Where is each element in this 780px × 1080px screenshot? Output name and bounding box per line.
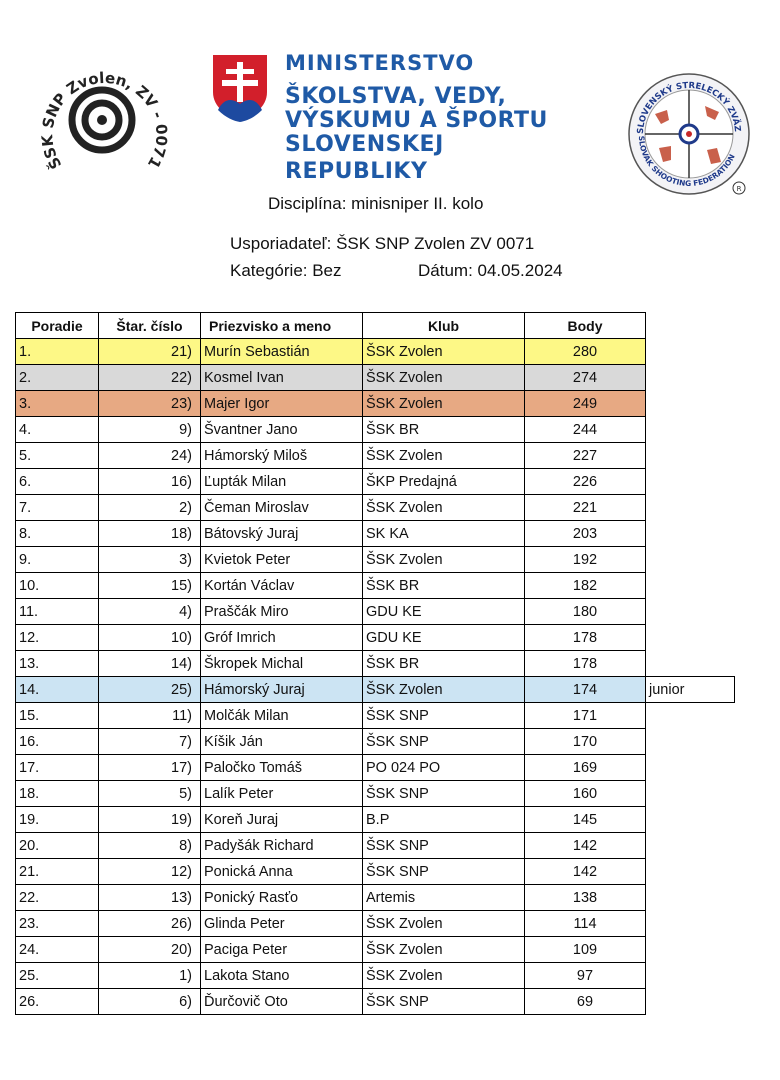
cell-note <box>646 547 735 573</box>
cell-points: 169 <box>525 755 646 781</box>
cell-start-number: 3) <box>99 547 201 573</box>
cell-rank: 20. <box>16 833 99 859</box>
cell-start-number: 14) <box>99 651 201 677</box>
table-row <box>16 391 735 417</box>
slovak-coat-of-arms-icon <box>210 52 270 124</box>
table-row <box>16 859 735 885</box>
column-header-club: Klub <box>363 313 525 339</box>
cell-points: 180 <box>525 599 646 625</box>
cell-points: 114 <box>525 911 646 937</box>
cell-club: ŠSK Zvolen <box>363 443 525 469</box>
cell-club: GDU KE <box>363 599 525 625</box>
cell-club: ŠSK SNP <box>363 989 525 1015</box>
svg-text:SLOVAK SHOOTING FEDERATION: SLOVAK SHOOTING FEDERATION <box>636 135 737 189</box>
table-row <box>16 677 735 703</box>
cell-name: Gróf Imrich <box>201 625 363 651</box>
cell-start-number: 17) <box>99 755 201 781</box>
cell-name: Kíšik Ján <box>201 729 363 755</box>
cell-name: Koreň Juraj <box>201 807 363 833</box>
table-row <box>16 573 735 599</box>
ministry-logo <box>210 50 590 184</box>
cell-rank: 21. <box>16 859 99 885</box>
cell-note <box>646 339 735 365</box>
cell-points: 138 <box>525 885 646 911</box>
cell-points: 109 <box>525 937 646 963</box>
cell-club: ŠSK BR <box>363 573 525 599</box>
cell-club: ŠSK Zvolen <box>363 547 525 573</box>
cell-club: ŠSK Zvolen <box>363 391 525 417</box>
cell-name: Ľupták Milan <box>201 469 363 495</box>
cell-name: Kosmel Ivan <box>201 365 363 391</box>
table-row <box>16 443 735 469</box>
cell-name: Ďurčovič Oto <box>201 989 363 1015</box>
cell-rank: 19. <box>16 807 99 833</box>
cell-start-number: 6) <box>99 989 201 1015</box>
table-row <box>16 469 735 495</box>
table-row <box>16 547 735 573</box>
cell-name: Majer Igor <box>201 391 363 417</box>
table-header-row <box>16 313 735 339</box>
cell-start-number: 22) <box>99 365 201 391</box>
cell-club: ŠSK SNP <box>363 703 525 729</box>
cell-name: Ponický Rasťo <box>201 885 363 911</box>
cell-rank: 9. <box>16 547 99 573</box>
cell-start-number: 23) <box>99 391 201 417</box>
cell-club: ŠSK Zvolen <box>363 495 525 521</box>
cell-start-number: 26) <box>99 911 201 937</box>
cell-note <box>646 599 735 625</box>
cell-name: Ponická Anna <box>201 859 363 885</box>
cell-club: ŠSK Zvolen <box>363 365 525 391</box>
cell-club: SK KA <box>363 521 525 547</box>
category-text: Kategórie: Bez <box>230 261 342 280</box>
cell-name: Hámorský Juraj <box>201 677 363 703</box>
table-row <box>16 625 735 651</box>
cell-points: 203 <box>525 521 646 547</box>
cell-note <box>646 573 735 599</box>
table-row <box>16 495 735 521</box>
cell-note <box>646 937 735 963</box>
ministry-line-3: VÝSKUMU A ŠPORTU <box>285 108 548 133</box>
cell-club: ŠSK Zvolen <box>363 677 525 703</box>
cell-club: ŠSK SNP <box>363 729 525 755</box>
ministry-line-1: MINISTERSTVO <box>285 51 475 75</box>
cell-name: Paločko Tomáš <box>201 755 363 781</box>
cell-note <box>646 833 735 859</box>
cell-start-number: 20) <box>99 937 201 963</box>
cell-rank: 3. <box>16 391 99 417</box>
cell-start-number: 8) <box>99 833 201 859</box>
cell-club: ŠSK Zvolen <box>363 911 525 937</box>
cell-points: 171 <box>525 703 646 729</box>
cell-rank: 16. <box>16 729 99 755</box>
cell-rank: 1. <box>16 339 99 365</box>
cell-start-number: 19) <box>99 807 201 833</box>
table-row <box>16 937 735 963</box>
table-row <box>16 989 735 1015</box>
svg-text:R: R <box>736 185 742 193</box>
table-row <box>16 963 735 989</box>
cell-points: 170 <box>525 729 646 755</box>
cell-name: Bátovský Juraj <box>201 521 363 547</box>
cell-points: 145 <box>525 807 646 833</box>
cell-club: PO 024 PO <box>363 755 525 781</box>
cell-start-number: 15) <box>99 573 201 599</box>
cell-start-number: 2) <box>99 495 201 521</box>
table-row <box>16 417 735 443</box>
table-row <box>16 781 735 807</box>
cell-note <box>646 755 735 781</box>
cell-name: Kvietok Peter <box>201 547 363 573</box>
cell-rank: 17. <box>16 755 99 781</box>
cell-club: ŠSK BR <box>363 417 525 443</box>
cell-rank: 2. <box>16 365 99 391</box>
cell-points: 221 <box>525 495 646 521</box>
cell-start-number: 12) <box>99 859 201 885</box>
cell-club: GDU KE <box>363 625 525 651</box>
cell-club: ŠSK SNP <box>363 859 525 885</box>
cell-points: 142 <box>525 859 646 885</box>
cell-note <box>646 703 735 729</box>
cell-name: Paciga Peter <box>201 937 363 963</box>
cell-note <box>646 443 735 469</box>
cell-rank: 15. <box>16 703 99 729</box>
cell-start-number: 1) <box>99 963 201 989</box>
cell-note <box>646 911 735 937</box>
table-row <box>16 885 735 911</box>
column-header-rank: Poradie <box>16 313 99 339</box>
cell-points: 178 <box>525 625 646 651</box>
cell-start-number: 9) <box>99 417 201 443</box>
cell-club: ŠKP Predajná <box>363 469 525 495</box>
cell-name: Molčák Milan <box>201 703 363 729</box>
cell-rank: 7. <box>16 495 99 521</box>
table-row <box>16 365 735 391</box>
cell-rank: 13. <box>16 651 99 677</box>
cell-start-number: 11) <box>99 703 201 729</box>
cell-rank: 22. <box>16 885 99 911</box>
cell-start-number: 13) <box>99 885 201 911</box>
cell-start-number: 10) <box>99 625 201 651</box>
cell-start-number: 21) <box>99 339 201 365</box>
cell-rank: 11. <box>16 599 99 625</box>
organizer-text: Usporiadateľ: ŠSK SNP Zvolen ZV 0071 <box>230 234 535 253</box>
cell-start-number: 25) <box>99 677 201 703</box>
svg-text:ŠSK SNP Zvolen, ZV - 0071: ŠSK SNP Zvolen, ZV - 0071 <box>40 68 170 173</box>
table-row <box>16 833 735 859</box>
cell-points: 178 <box>525 651 646 677</box>
cell-name: Lakota Stano <box>201 963 363 989</box>
cell-note <box>646 469 735 495</box>
cell-club: ŠSK SNP <box>363 833 525 859</box>
cell-rank: 5. <box>16 443 99 469</box>
cell-club: ŠSK Zvolen <box>363 339 525 365</box>
cell-points: 192 <box>525 547 646 573</box>
cell-note <box>646 807 735 833</box>
cell-points: 69 <box>525 989 646 1015</box>
table-row <box>16 911 735 937</box>
column-header-note <box>646 313 735 339</box>
column-header-start-number: Štar. číslo <box>99 313 201 339</box>
cell-rank: 10. <box>16 573 99 599</box>
cell-rank: 23. <box>16 911 99 937</box>
cell-name: Murín Sebastián <box>201 339 363 365</box>
ministry-line-2: ŠKOLSTVA, VEDY, <box>285 84 507 109</box>
cell-note <box>646 885 735 911</box>
cell-rank: 12. <box>16 625 99 651</box>
cell-club: ŠSK Zvolen <box>363 937 525 963</box>
cell-club: ŠSK BR <box>363 651 525 677</box>
column-header-points: Body <box>525 313 646 339</box>
cell-points: 160 <box>525 781 646 807</box>
table-row <box>16 755 735 781</box>
table-row <box>16 651 735 677</box>
cell-note: junior <box>646 677 735 703</box>
date-text: Dátum: 04.05.2024 <box>418 261 563 280</box>
table-row <box>16 599 735 625</box>
cell-note <box>646 365 735 391</box>
table-row <box>16 807 735 833</box>
cell-points: 274 <box>525 365 646 391</box>
table-row <box>16 339 735 365</box>
cell-points: 249 <box>525 391 646 417</box>
cell-start-number: 24) <box>99 443 201 469</box>
cell-name: Kortán Václav <box>201 573 363 599</box>
cell-name: Glinda Peter <box>201 911 363 937</box>
cell-rank: 18. <box>16 781 99 807</box>
results-body <box>16 339 735 1015</box>
cell-points: 227 <box>525 443 646 469</box>
cell-note <box>646 729 735 755</box>
cell-club: B.P <box>363 807 525 833</box>
table-row <box>16 703 735 729</box>
cell-note <box>646 781 735 807</box>
cell-start-number: 5) <box>99 781 201 807</box>
club-logo <box>40 45 170 195</box>
cell-points: 182 <box>525 573 646 599</box>
cell-name: Švantner Jano <box>201 417 363 443</box>
cell-note <box>646 989 735 1015</box>
cell-start-number: 16) <box>99 469 201 495</box>
table-row <box>16 729 735 755</box>
cell-club: ŠSK SNP <box>363 781 525 807</box>
cell-rank: 26. <box>16 989 99 1015</box>
federation-logo <box>625 70 753 198</box>
cell-rank: 8. <box>16 521 99 547</box>
cell-start-number: 18) <box>99 521 201 547</box>
cell-name: Čeman Miroslav <box>201 495 363 521</box>
cell-name: Škropek Michal <box>201 651 363 677</box>
cell-note <box>646 417 735 443</box>
cell-name: Lalík Peter <box>201 781 363 807</box>
cell-rank: 14. <box>16 677 99 703</box>
cell-note <box>646 391 735 417</box>
results-table <box>15 312 735 1015</box>
cell-name: Padyšák Richard <box>201 833 363 859</box>
table-row <box>16 521 735 547</box>
cell-club: Artemis <box>363 885 525 911</box>
cell-club: ŠSK Zvolen <box>363 963 525 989</box>
cell-note <box>646 651 735 677</box>
cell-note <box>646 521 735 547</box>
cell-rank: 6. <box>16 469 99 495</box>
ministry-line-4: SLOVENSKEJ REPUBLIKY <box>285 132 444 184</box>
cell-points: 97 <box>525 963 646 989</box>
cell-note <box>646 495 735 521</box>
cell-points: 174 <box>525 677 646 703</box>
cell-points: 226 <box>525 469 646 495</box>
cell-points: 244 <box>525 417 646 443</box>
cell-name: Praščák Miro <box>201 599 363 625</box>
cell-start-number: 7) <box>99 729 201 755</box>
cell-start-number: 4) <box>99 599 201 625</box>
cell-note <box>646 859 735 885</box>
discipline-title: Disciplína: minisniper II. kolo <box>268 194 484 213</box>
cell-rank: 25. <box>16 963 99 989</box>
cell-note <box>646 625 735 651</box>
column-header-name: Priezvisko a meno <box>201 313 363 339</box>
cell-points: 280 <box>525 339 646 365</box>
cell-rank: 4. <box>16 417 99 443</box>
svg-text:SLOVENSKÝ STRELECKÝ ZVÄZ: SLOVENSKÝ STRELECKÝ ZVÄZ <box>635 80 743 135</box>
cell-name: Hámorský Miloš <box>201 443 363 469</box>
cell-points: 142 <box>525 833 646 859</box>
cell-rank: 24. <box>16 937 99 963</box>
cell-note <box>646 963 735 989</box>
